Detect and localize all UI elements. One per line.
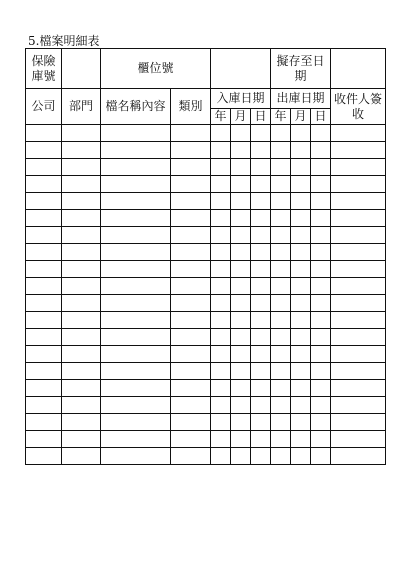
cell-out-day[interactable] — [311, 193, 331, 210]
cell-company[interactable] — [26, 380, 62, 397]
cell-out-year[interactable] — [271, 312, 291, 329]
col-company: 公司 — [26, 89, 62, 125]
cell-in-month[interactable] — [231, 397, 251, 414]
cell-file-name[interactable] — [101, 159, 171, 176]
cell-company[interactable] — [26, 431, 62, 448]
table-row — [26, 448, 386, 465]
col-out-date: 出庫日期 — [271, 89, 331, 109]
cell-in-month[interactable] — [231, 363, 251, 380]
cell-recipient[interactable] — [331, 329, 386, 346]
cell-in-month[interactable] — [231, 278, 251, 295]
cell-out-day[interactable] — [311, 176, 331, 193]
retention-date-label: 擬存至日期 — [271, 49, 331, 89]
cell-in-day[interactable] — [251, 380, 271, 397]
cell-out-year[interactable] — [271, 295, 291, 312]
cell-recipient[interactable] — [331, 125, 386, 142]
table-row — [26, 142, 386, 159]
cell-company[interactable] — [26, 278, 62, 295]
table-row — [26, 227, 386, 244]
cell-recipient[interactable] — [331, 278, 386, 295]
cell-in-day[interactable] — [251, 210, 271, 227]
cell-department[interactable] — [62, 448, 101, 465]
cell-category[interactable] — [171, 346, 211, 363]
cell-out-day[interactable] — [311, 448, 331, 465]
cell-recipient[interactable] — [331, 210, 386, 227]
vault-no-label-cell — [26, 49, 62, 89]
cell-in-day[interactable] — [251, 329, 271, 346]
table-row — [26, 278, 386, 295]
cell-department[interactable] — [62, 363, 101, 380]
cell-recipient[interactable] — [331, 346, 386, 363]
col-out-month: 月 — [291, 109, 311, 125]
cell-out-month[interactable] — [291, 448, 311, 465]
cell-out-year[interactable] — [271, 244, 291, 261]
cell-out-year[interactable] — [271, 125, 291, 142]
table-row — [26, 125, 386, 142]
table-row — [26, 244, 386, 261]
cell-in-day[interactable] — [251, 159, 271, 176]
cell-department[interactable] — [62, 414, 101, 431]
table-row — [26, 193, 386, 210]
col-department: 部門 — [62, 89, 101, 125]
cell-in-month[interactable] — [231, 142, 251, 159]
cell-out-day[interactable] — [311, 414, 331, 431]
cell-department[interactable] — [62, 295, 101, 312]
cell-in-month[interactable] — [231, 329, 251, 346]
cell-in-year[interactable] — [211, 142, 231, 159]
cell-company[interactable] — [26, 329, 62, 346]
cell-in-day[interactable] — [251, 244, 271, 261]
cell-company[interactable] — [26, 397, 62, 414]
cell-in-day[interactable] — [251, 397, 271, 414]
cell-out-month[interactable] — [291, 397, 311, 414]
cell-recipient[interactable] — [331, 244, 386, 261]
cell-company[interactable] — [26, 159, 62, 176]
cell-out-day[interactable] — [311, 380, 331, 397]
cell-category[interactable] — [171, 448, 211, 465]
cell-department[interactable] — [62, 193, 101, 210]
cell-in-month[interactable] — [231, 244, 251, 261]
cell-in-year[interactable] — [211, 159, 231, 176]
cell-recipient[interactable] — [331, 295, 386, 312]
cell-in-day[interactable] — [251, 278, 271, 295]
cell-company[interactable] — [26, 312, 62, 329]
retention-date-field[interactable] — [331, 49, 386, 89]
cell-category[interactable] — [171, 295, 211, 312]
cell-in-day[interactable] — [251, 414, 271, 431]
cell-company[interactable] — [26, 346, 62, 363]
cell-file-name[interactable] — [101, 176, 171, 193]
cell-in-year[interactable] — [211, 363, 231, 380]
cell-out-year[interactable] — [271, 329, 291, 346]
cell-department[interactable] — [62, 380, 101, 397]
cell-in-month[interactable] — [231, 176, 251, 193]
cell-recipient[interactable] — [331, 397, 386, 414]
cell-department[interactable] — [62, 244, 101, 261]
cell-category[interactable] — [171, 159, 211, 176]
cell-out-month[interactable] — [291, 244, 311, 261]
table-row — [26, 210, 386, 227]
col-file-name: 檔名稱內容 — [105, 99, 166, 113]
cell-category[interactable] — [171, 312, 211, 329]
cell-department[interactable] — [62, 142, 101, 159]
cell-department[interactable] — [62, 159, 101, 176]
cell-out-day[interactable] — [311, 431, 331, 448]
cell-out-month[interactable] — [291, 142, 311, 159]
cell-file-name[interactable] — [101, 448, 171, 465]
cell-recipient[interactable] — [331, 363, 386, 380]
table-row — [26, 397, 386, 414]
cell-department[interactable] — [62, 312, 101, 329]
cell-category[interactable] — [171, 142, 211, 159]
cell-recipient[interactable] — [331, 312, 386, 329]
cell-out-day[interactable] — [311, 261, 331, 278]
cell-company[interactable] — [26, 125, 62, 142]
cell-department[interactable] — [62, 346, 101, 363]
cell-out-year[interactable] — [271, 363, 291, 380]
cell-department[interactable] — [62, 397, 101, 414]
col-in-year: 年 — [211, 109, 231, 125]
cell-in-day[interactable] — [251, 312, 271, 329]
cell-recipient[interactable] — [331, 448, 386, 465]
cell-out-day[interactable] — [311, 278, 331, 295]
cell-recipient[interactable] — [331, 176, 386, 193]
col-recipient-cell — [331, 89, 386, 125]
cell-out-month[interactable] — [291, 210, 311, 227]
cell-out-month[interactable] — [291, 193, 311, 210]
table-row — [26, 159, 386, 176]
col-category: 類別 — [171, 89, 211, 125]
cell-out-month[interactable] — [291, 380, 311, 397]
cell-in-year[interactable] — [211, 125, 231, 142]
cell-out-day[interactable] — [311, 397, 331, 414]
column-header-row — [26, 89, 386, 109]
cell-department[interactable] — [62, 227, 101, 244]
cell-in-month[interactable] — [231, 227, 251, 244]
cell-category[interactable] — [171, 193, 211, 210]
cell-out-month[interactable] — [291, 312, 311, 329]
cell-file-name[interactable] — [101, 431, 171, 448]
cell-file-name[interactable] — [101, 210, 171, 227]
cell-out-day[interactable] — [311, 159, 331, 176]
cell-category[interactable] — [171, 261, 211, 278]
table-row — [26, 380, 386, 397]
cell-company[interactable] — [26, 227, 62, 244]
cell-out-year[interactable] — [271, 448, 291, 465]
cell-in-month[interactable] — [231, 414, 251, 431]
vault-no-label: 保險庫號 — [31, 53, 56, 83]
cell-in-day[interactable] — [251, 227, 271, 244]
cell-out-year[interactable] — [271, 210, 291, 227]
cell-in-year[interactable] — [211, 176, 231, 193]
cell-recipient[interactable] — [331, 227, 386, 244]
cell-category[interactable] — [171, 397, 211, 414]
cell-category[interactable] — [171, 227, 211, 244]
cell-out-day[interactable] — [311, 346, 331, 363]
cell-file-name[interactable] — [101, 142, 171, 159]
cell-in-day[interactable] — [251, 142, 271, 159]
table-row — [26, 414, 386, 431]
cell-company[interactable] — [26, 176, 62, 193]
cell-out-day[interactable] — [311, 142, 331, 159]
cell-out-day[interactable] — [311, 227, 331, 244]
cell-in-year[interactable] — [211, 380, 231, 397]
cell-category[interactable] — [171, 380, 211, 397]
cell-out-day[interactable] — [311, 329, 331, 346]
cell-out-day[interactable] — [311, 295, 331, 312]
cell-company[interactable] — [26, 448, 62, 465]
table-row — [26, 329, 386, 346]
cell-department[interactable] — [62, 176, 101, 193]
cell-company[interactable] — [26, 210, 62, 227]
col-recipient: 收件人簽收 — [334, 91, 383, 121]
cell-recipient[interactable] — [331, 193, 386, 210]
cell-file-name[interactable] — [101, 329, 171, 346]
table-row — [26, 363, 386, 380]
cell-in-day[interactable] — [251, 295, 271, 312]
cell-in-year[interactable] — [211, 431, 231, 448]
cell-file-name[interactable] — [101, 312, 171, 329]
cell-out-month[interactable] — [291, 159, 311, 176]
cell-category[interactable] — [171, 414, 211, 431]
cell-company[interactable] — [26, 244, 62, 261]
cell-out-year[interactable] — [271, 278, 291, 295]
cell-in-month[interactable] — [231, 380, 251, 397]
cell-file-name[interactable] — [101, 346, 171, 363]
cell-in-month[interactable] — [231, 295, 251, 312]
cell-in-month[interactable] — [231, 448, 251, 465]
cell-in-month[interactable] — [231, 431, 251, 448]
cell-file-name[interactable] — [101, 193, 171, 210]
cell-out-day[interactable] — [311, 363, 331, 380]
table-row — [26, 312, 386, 329]
cell-category[interactable] — [171, 244, 211, 261]
table-row — [26, 431, 386, 448]
cell-recipient[interactable] — [331, 380, 386, 397]
file-detail-table — [25, 48, 386, 465]
col-out-day: 日 — [311, 109, 331, 125]
cell-recipient[interactable] — [331, 142, 386, 159]
cell-in-year[interactable] — [211, 329, 231, 346]
cell-in-year[interactable] — [211, 261, 231, 278]
form-title: 5.檔案明細表 — [28, 34, 100, 48]
cell-in-year[interactable] — [211, 210, 231, 227]
cell-out-day[interactable] — [311, 210, 331, 227]
cell-file-name[interactable] — [101, 295, 171, 312]
cell-company[interactable] — [26, 363, 62, 380]
cell-out-year[interactable] — [271, 397, 291, 414]
cell-file-name[interactable] — [101, 397, 171, 414]
cell-in-day[interactable] — [251, 363, 271, 380]
cell-department[interactable] — [62, 261, 101, 278]
cell-in-day[interactable] — [251, 346, 271, 363]
cell-out-month[interactable] — [291, 346, 311, 363]
col-in-month: 月 — [231, 109, 251, 125]
cabinet-no-field[interactable] — [211, 49, 271, 89]
cell-out-year[interactable] — [271, 159, 291, 176]
cell-file-name[interactable] — [101, 363, 171, 380]
cell-company[interactable] — [26, 142, 62, 159]
cell-department[interactable] — [62, 125, 101, 142]
cell-in-day[interactable] — [251, 431, 271, 448]
cell-in-month[interactable] — [231, 312, 251, 329]
cell-file-name[interactable] — [101, 244, 171, 261]
cell-out-month[interactable] — [291, 261, 311, 278]
cell-in-year[interactable] — [211, 448, 231, 465]
cell-in-day[interactable] — [251, 261, 271, 278]
cell-out-day[interactable] — [311, 125, 331, 142]
cell-in-month[interactable] — [231, 193, 251, 210]
col-out-year: 年 — [271, 109, 291, 125]
col-file-name-cell — [101, 89, 171, 125]
cell-out-month[interactable] — [291, 176, 311, 193]
cell-company[interactable] — [26, 295, 62, 312]
cell-department[interactable] — [62, 329, 101, 346]
cell-category[interactable] — [171, 329, 211, 346]
cell-in-month[interactable] — [231, 159, 251, 176]
cell-out-year[interactable] — [271, 414, 291, 431]
cell-out-month[interactable] — [291, 431, 311, 448]
table-row — [26, 295, 386, 312]
cabinet-no-label: 櫃位號 — [101, 49, 211, 89]
cell-out-month[interactable] — [291, 278, 311, 295]
cell-in-year[interactable] — [211, 346, 231, 363]
cell-category[interactable] — [171, 125, 211, 142]
cell-in-day[interactable] — [251, 193, 271, 210]
cell-out-year[interactable] — [271, 261, 291, 278]
cell-out-year[interactable] — [271, 227, 291, 244]
cell-category[interactable] — [171, 176, 211, 193]
col-in-day: 日 — [251, 109, 271, 125]
cell-in-year[interactable] — [211, 414, 231, 431]
cell-out-month[interactable] — [291, 329, 311, 346]
cell-out-day[interactable] — [311, 244, 331, 261]
cell-in-month[interactable] — [231, 346, 251, 363]
col-in-date: 入庫日期 — [211, 89, 271, 109]
cell-recipient[interactable] — [331, 414, 386, 431]
cell-company[interactable] — [26, 261, 62, 278]
cell-category[interactable] — [171, 431, 211, 448]
cell-in-day[interactable] — [251, 125, 271, 142]
cell-recipient[interactable] — [331, 431, 386, 448]
cell-file-name[interactable] — [101, 261, 171, 278]
cell-file-name[interactable] — [101, 125, 171, 142]
cell-department[interactable] — [62, 278, 101, 295]
cell-out-day[interactable] — [311, 312, 331, 329]
table-row — [26, 176, 386, 193]
cell-out-year[interactable] — [271, 193, 291, 210]
cell-recipient[interactable] — [331, 159, 386, 176]
cell-in-year[interactable] — [211, 227, 231, 244]
cell-in-year[interactable] — [211, 312, 231, 329]
cell-in-month[interactable] — [231, 125, 251, 142]
cell-company[interactable] — [26, 193, 62, 210]
vault-no-field[interactable] — [62, 49, 101, 89]
cell-in-year[interactable] — [211, 193, 231, 210]
cell-out-year[interactable] — [271, 176, 291, 193]
cell-in-day[interactable] — [251, 176, 271, 193]
cell-in-year[interactable] — [211, 397, 231, 414]
cell-recipient[interactable] — [331, 261, 386, 278]
cell-file-name[interactable] — [101, 380, 171, 397]
table-row — [26, 261, 386, 278]
cell-department[interactable] — [62, 210, 101, 227]
cell-file-name[interactable] — [101, 414, 171, 431]
cell-out-year[interactable] — [271, 431, 291, 448]
cell-in-year[interactable] — [211, 244, 231, 261]
cell-out-month[interactable] — [291, 414, 311, 431]
cell-out-year[interactable] — [271, 346, 291, 363]
cell-in-day[interactable] — [251, 448, 271, 465]
cell-file-name[interactable] — [101, 227, 171, 244]
cell-department[interactable] — [62, 431, 101, 448]
cell-in-year[interactable] — [211, 295, 231, 312]
cell-in-year[interactable] — [211, 278, 231, 295]
cell-out-month[interactable] — [291, 125, 311, 142]
cell-category[interactable] — [171, 278, 211, 295]
cell-out-year[interactable] — [271, 142, 291, 159]
cell-out-month[interactable] — [291, 227, 311, 244]
cell-category[interactable] — [171, 210, 211, 227]
cell-out-month[interactable] — [291, 363, 311, 380]
table-row — [26, 346, 386, 363]
cell-out-year[interactable] — [271, 380, 291, 397]
cell-in-month[interactable] — [231, 210, 251, 227]
cell-out-month[interactable] — [291, 295, 311, 312]
cell-in-month[interactable] — [231, 261, 251, 278]
cell-file-name[interactable] — [101, 278, 171, 295]
cell-category[interactable] — [171, 363, 211, 380]
cell-company[interactable] — [26, 414, 62, 431]
header-info-row — [26, 49, 386, 89]
